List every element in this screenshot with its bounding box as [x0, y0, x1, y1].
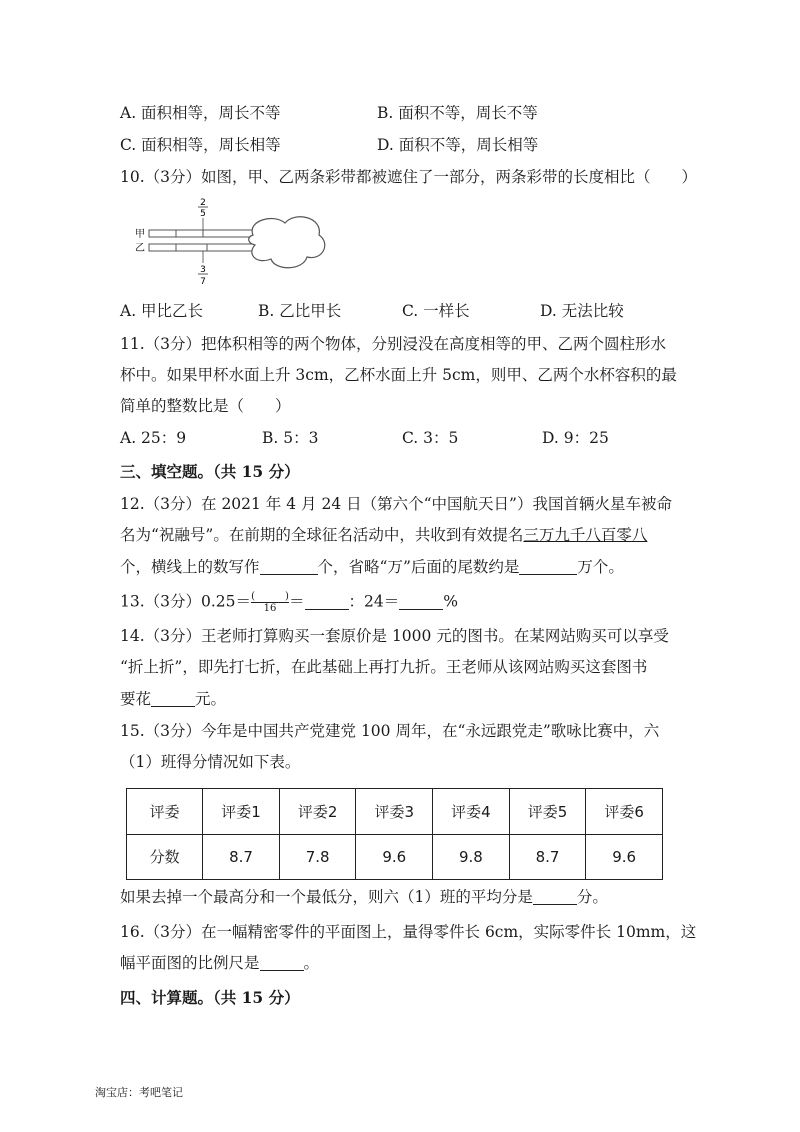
q13-blank-1[interactable] [305, 593, 349, 610]
table-cell: 9.6 [356, 834, 433, 880]
q13-frac-num[interactable]: ( ) [251, 591, 289, 602]
table-cell: 评委2 [279, 789, 356, 835]
label-yi: 乙 [135, 243, 145, 254]
q16-line1: 16.（3分）在一幅精密零件的平面图上，量得零件长 6cm，实际零件长 10mm，这 [120, 923, 697, 941]
q14-line3 [120, 689, 226, 709]
q13-eq: ＝ [289, 592, 305, 611]
table-cell: 分数 [127, 834, 203, 880]
q13-line [120, 591, 458, 614]
q11-option-a: A. 25：9 [120, 429, 187, 447]
q16-blank[interactable] [260, 954, 304, 971]
table-cell: 9.8 [433, 834, 510, 880]
frac-top-num: 2 [200, 198, 206, 208]
q15-after-a: 如果去掉一个最高分和一个最低分，则六（1）班的平均分是 [120, 888, 533, 906]
table-row [127, 789, 663, 835]
q16-line2-a: 幅平面图的比例尺是 [120, 954, 260, 972]
q12-line3-c: 万个。 [577, 558, 624, 576]
q13-ratio: ：24＝ [348, 592, 400, 611]
table-cell: 评委3 [356, 789, 433, 835]
section4-heading: 四、计算题。（共 15 分） [120, 988, 300, 1007]
q11-line1: 11.（3分）把体积相等的两个物体，分别浸没在高度相等的甲、乙两个圆柱形水 [120, 335, 667, 353]
q14-line1: 14.（3分）王老师打算购买一套原价是 1000 元的图书。在某网站购买可以享受 [120, 627, 669, 645]
q14-line2: “折上折”，即先打七折，在此基础上再打九折。王老师从该网站购买这套图书 [120, 658, 648, 676]
q10-option-c: C. 一样长 [402, 302, 470, 320]
table-cell: 评委6 [586, 789, 663, 835]
q11-line2: 杯中。如果甲杯水面上升 3cm，乙杯水面上升 5cm，则甲、乙两个水杯容积的最 [120, 366, 677, 384]
q10-option-a: A. 甲比乙长 [120, 302, 204, 320]
q11-option-d: D. 9：25 [542, 429, 609, 447]
q12-underlined-number: 三万九千八百零八 [523, 526, 648, 544]
table-cell: 评委4 [433, 789, 510, 835]
q11-option-c: C. 3：5 [402, 429, 459, 447]
q12-line3-b: 个，省略“万”后面的尾数约是 [317, 558, 520, 576]
q10-option-d: D. 无法比较 [540, 302, 624, 320]
q13-fraction [251, 591, 289, 614]
q9-option-b: B. 面积不等，周长不等 [377, 104, 538, 122]
q13-pre: 13.（3分）0.25＝ [120, 592, 252, 611]
q13-frac-den: 16 [263, 603, 277, 614]
q16-line2 [120, 953, 319, 973]
q9-option-d: D. 面积不等，周长相等 [377, 136, 539, 154]
q12-line2 [120, 525, 647, 545]
q9-option-c: C. 面积相等，周长相等 [120, 136, 281, 154]
q11-line3: 简单的整数比是（ ） [120, 397, 291, 415]
q13-blank-2[interactable] [399, 593, 443, 610]
q10-option-b: B. 乙比甲长 [258, 302, 342, 320]
table-cell: 评委5 [509, 789, 586, 835]
q12-blank-2[interactable] [519, 558, 577, 575]
q15-blank[interactable] [533, 888, 577, 905]
q15-after [120, 887, 608, 907]
q12-blank-1[interactable] [260, 558, 318, 575]
q12-line3-a: 个，横线上的数写作 [120, 558, 260, 576]
frac-bot-den: 7 [200, 277, 206, 287]
ribbon-figure [135, 195, 335, 290]
cloud-cover [249, 217, 325, 268]
q14-line3-b: 元。 [195, 690, 227, 708]
q15-line2: （1）班得分情况如下表。 [120, 753, 301, 771]
q12-line3 [120, 557, 624, 577]
table-cell: 8.7 [203, 834, 280, 880]
table-cell: 9.6 [586, 834, 663, 880]
q11-option-b: B. 5：3 [262, 429, 319, 447]
q14-blank[interactable] [151, 690, 195, 707]
q12-line1: 12.（3分）在 2021 年 4 月 24 日（第六个“中国航天日”）我国首辆火星车被命 [120, 495, 672, 513]
q15-after-b: 分。 [576, 888, 608, 906]
q15-line1: 15.（3分）今年是中国共产党建党 100 周年，在“永远跟党走”歌咏比赛中，六 [120, 722, 660, 740]
q12-line2-text: 名为“祝融号”。在前期的全球征名活动中，共收到有效提名 [120, 526, 524, 544]
frac-bot-num: 3 [200, 265, 206, 275]
q13-pct: % [443, 592, 459, 611]
q16-line2-b: 。 [303, 954, 320, 972]
table-row [127, 834, 663, 880]
table-cell: 评委 [127, 789, 203, 835]
table-cell: 8.7 [509, 834, 586, 880]
label-jia: 甲 [135, 229, 145, 240]
q9-option-a: A. 面积相等，周长不等 [120, 104, 281, 122]
q14-line3-a: 要花 [120, 690, 152, 708]
frac-top-den: 5 [200, 209, 206, 219]
score-table [126, 788, 663, 880]
footer-shop-label: 淘宝店：考吧笔记 [95, 1086, 183, 1099]
section3-heading: 三、填空题。（共 15 分） [120, 462, 300, 481]
table-cell: 评委1 [203, 789, 280, 835]
table-cell: 7.8 [279, 834, 356, 880]
q10-stem: 10.（3分）如图，甲、乙两条彩带都被遮住了一部分，两条彩带的长度相比（ ） [120, 168, 698, 186]
